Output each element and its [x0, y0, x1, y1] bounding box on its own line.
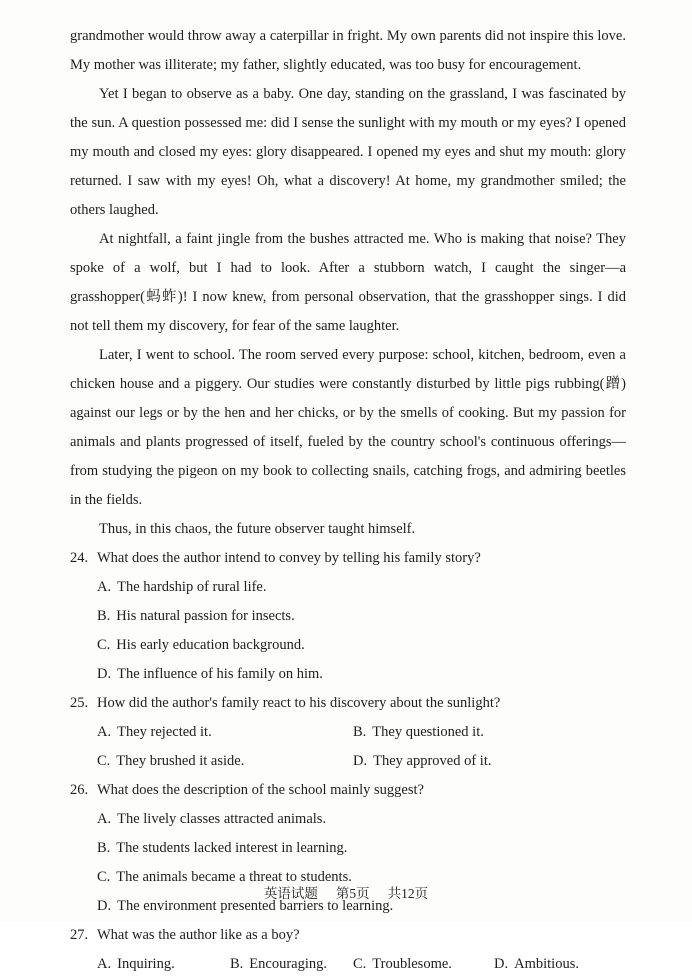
footer-page-number: 第5页 [335, 886, 370, 901]
passage-paragraph: At nightfall, a faint jingle from the bushes attracted me. Who is making that noise? They spoke of a wolf, but I had to look. After a stubborn watch, I caught the singer—a grasshopper(蚂蚱)! I now knew, from personal observation, that the grasshopper sings. I did not tell them my discovery, for fear of the same laughter. [70, 231, 626, 334]
option-label: C. [353, 956, 367, 972]
option-text: The influence of his family on him. [117, 666, 323, 682]
option-label: A. [97, 956, 112, 972]
reading-passage [70, 22, 626, 544]
question-stem [70, 776, 626, 805]
option-text: Ambitious. [514, 956, 579, 972]
option-text: They rejected it. [117, 724, 212, 740]
question-stem [70, 544, 626, 573]
option-label: C. [97, 637, 111, 653]
option-label: D. [494, 956, 509, 972]
option-c [97, 631, 626, 660]
passage-paragraph: Thus, in this chaos, the future observer taught himself. [99, 521, 416, 537]
option-b [230, 950, 353, 979]
option-c [97, 747, 353, 776]
passage-paragraph: Later, I went to school. The room served every purpose: school, kitchen, bedroom, even a chicken house and a piggery. Our studies were constantly disturbed by little pigs rubbing(蹭) against our legs or by the hen and her chicks, or by the smells of cooking. But my passion for animals and plants progressed of itself, fueled by the country school's continuous offerings—from studying the pigeon on my book to collecting snails, catching frogs, and admiring beetles in the fields. [70, 347, 626, 508]
question-27 [70, 921, 626, 979]
option-label: D. [97, 898, 112, 914]
option-a [97, 718, 353, 747]
question-text: What does the description of the school mainly suggest? [97, 782, 424, 798]
options-list [70, 950, 626, 979]
option-d [97, 660, 626, 689]
option-b [353, 718, 626, 747]
option-c [353, 950, 494, 979]
option-a [97, 805, 626, 834]
question-number: 26. [70, 782, 89, 798]
option-text: The lively classes attracted animals. [117, 811, 327, 827]
option-text: They questioned it. [372, 724, 484, 740]
option-text: Inquiring. [117, 956, 175, 972]
option-text: The hardship of rural life. [117, 579, 267, 595]
option-label: C. [97, 753, 111, 769]
passage-paragraph: Yet I began to observe as a baby. One day, standing on the grassland, I was fascinated by the sun. A question possessed me: did I sense the sunlight with my mouth or my eyes? I opened my mouth and closed my eyes: glory disappeared. I opened my eyes and shut my mouth: glory returned. I saw with my eyes! Oh, what a discovery! At home, my grandmother smiled; the others laughed. [70, 86, 626, 218]
option-label: B. [97, 840, 111, 856]
option-text: The students lacked interest in learning. [116, 840, 348, 856]
options-list [70, 718, 626, 776]
option-text: His early education background. [116, 637, 305, 653]
option-text: His natural passion for insects. [116, 608, 295, 624]
option-label: D. [97, 666, 112, 682]
option-text: The animals became a threat to students. [116, 869, 352, 885]
option-d [494, 950, 579, 979]
page-footer [0, 882, 692, 902]
question-24 [70, 544, 626, 689]
option-text: The environment presented barriers to learning. [117, 898, 394, 914]
question-text: How did the author's family react to his discovery about the sunlight? [97, 695, 501, 711]
option-b [97, 834, 626, 863]
option-label: C. [97, 869, 111, 885]
option-a [97, 573, 626, 602]
option-label: A. [97, 579, 112, 595]
option-a [97, 950, 230, 979]
options-list [70, 573, 626, 689]
option-text: They approved of it. [373, 753, 492, 769]
footer-doc-title: 英语试题 [263, 886, 318, 901]
option-label: A. [97, 724, 112, 740]
option-label: A. [97, 811, 112, 827]
option-d [353, 747, 626, 776]
question-section [70, 544, 626, 979]
option-text: They brushed it aside. [116, 753, 245, 769]
question-number: 27. [70, 927, 89, 943]
question-number: 24. [70, 550, 89, 566]
option-label: B. [97, 608, 111, 624]
options-list [70, 805, 626, 921]
question-number: 25. [70, 695, 89, 711]
passage-paragraph: grandmother would throw away a caterpillar in fright. My own parents did not inspire this love. My mother was illiterate; my father, slightly educated, was too busy for encouragement. [70, 28, 626, 73]
option-b [97, 602, 626, 631]
footer-total-pages: 共12页 [387, 886, 429, 901]
page-content [70, 22, 626, 979]
question-text: What was the author like as a boy? [97, 927, 300, 943]
option-label: B. [230, 956, 244, 972]
question-25 [70, 689, 626, 776]
question-text: What does the author intend to convey by telling his family story? [97, 550, 481, 566]
option-label: D. [353, 753, 368, 769]
option-text: Troublesome. [372, 956, 452, 972]
option-text: Encouraging. [249, 956, 328, 972]
question-stem [70, 689, 626, 718]
question-stem [70, 921, 626, 950]
option-label: B. [353, 724, 367, 740]
